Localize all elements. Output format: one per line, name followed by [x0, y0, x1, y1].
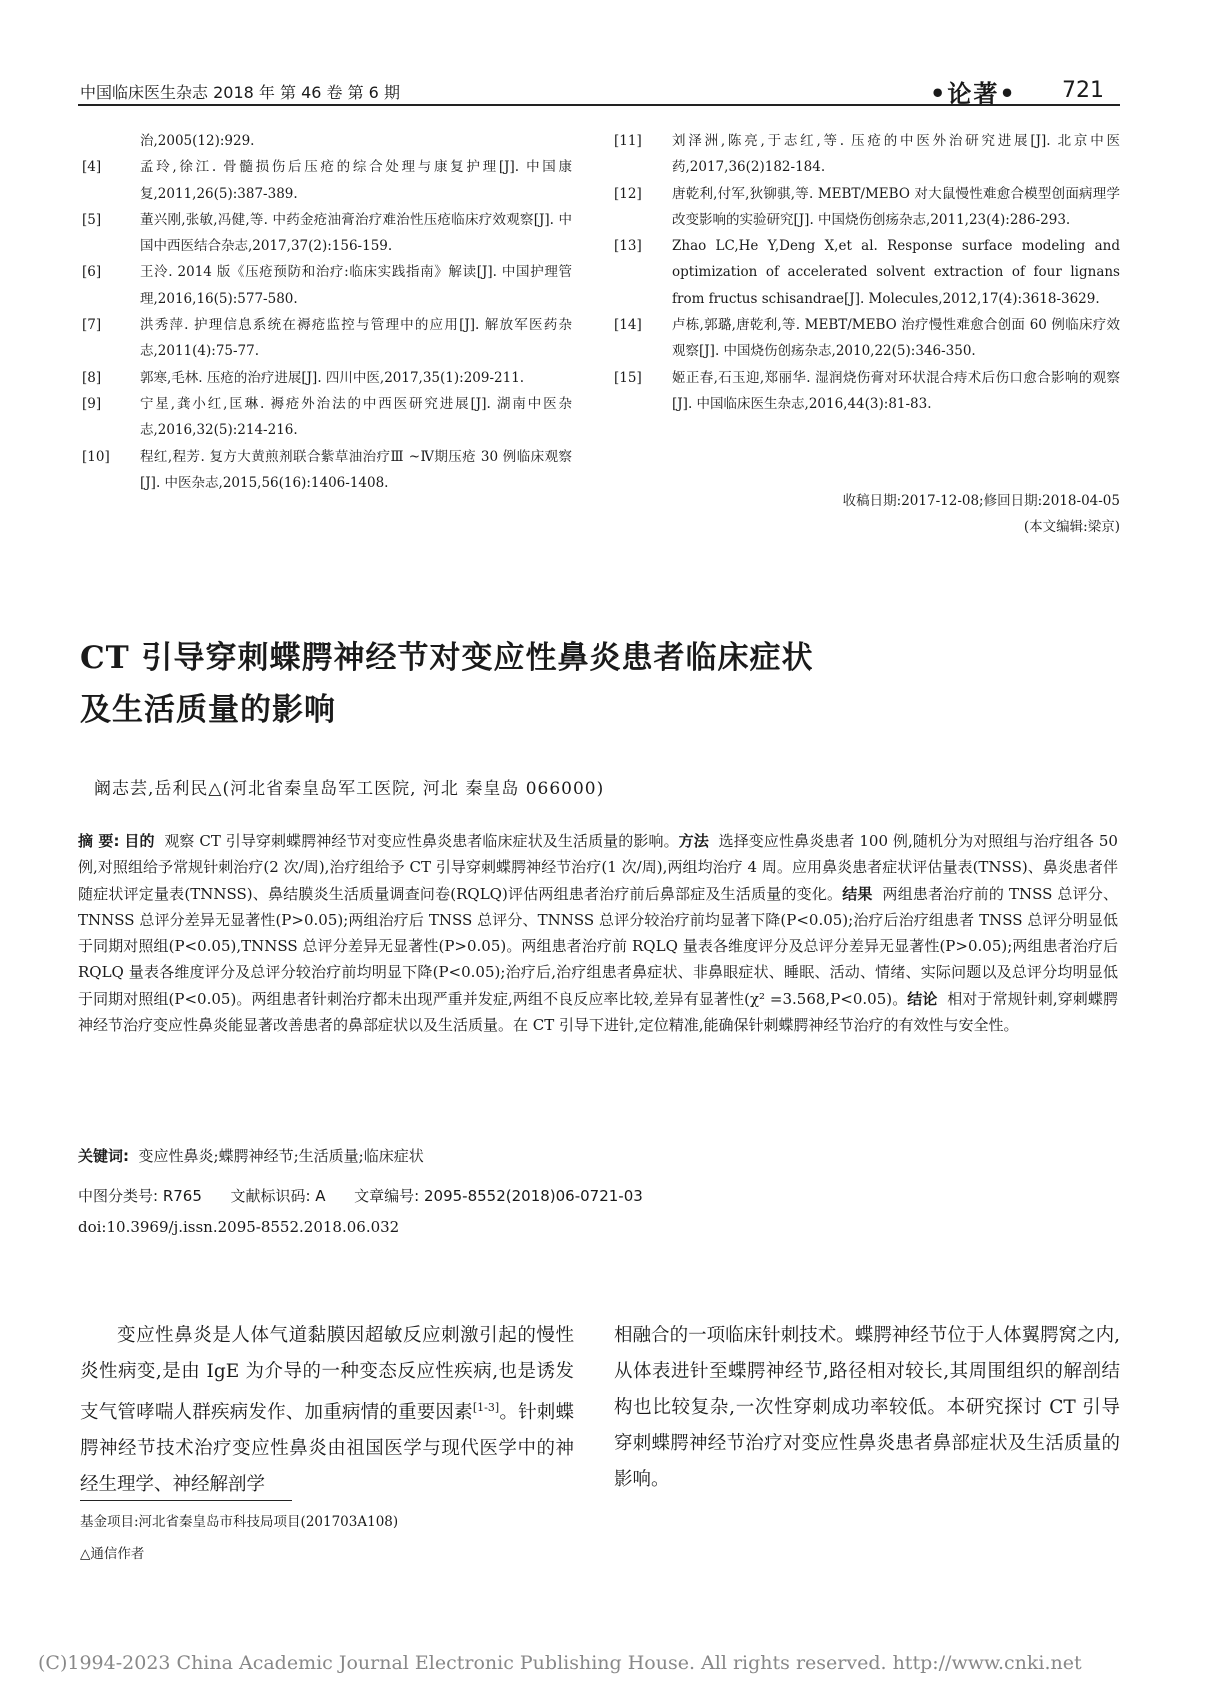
footnote-fund: 基金项目:河北省秦皇岛市科技局项目(201703A108)	[80, 1514, 399, 1530]
reference-text: 宁星,龚小红,匡琳. 褥疮外治法的中西医研究进展[J]. 湖南中医杂志,2016,32(5):214-216.	[140, 395, 572, 439]
header-rule	[78, 104, 1120, 106]
body-text: 变应性鼻炎是人体气道黏膜因超敏反应刺激引起的慢性炎性病变,是由 IgE 为介导的一种变态反应性疾病,也是诱发支气管哮喘人群疾病发作、加重病情的重要因素	[80, 1325, 574, 1424]
page-number: 721	[1062, 78, 1104, 103]
reference-number: [4]	[82, 159, 102, 176]
reference-number: [12]	[614, 185, 642, 202]
reference-number: [13]	[614, 238, 642, 255]
reference-item	[82, 207, 572, 260]
reference-text: 洪秀萍. 护理信息系统在褥疮监控与管理中的应用[J]. 解放军医药杂志,2011(4):75-77.	[140, 317, 572, 360]
objective-label: 目的	[124, 832, 155, 850]
methods-label: 方法	[678, 832, 709, 850]
title-line-1: CT 引导穿刺蝶腭神经节对变应性鼻炎患者临床症状	[80, 640, 814, 676]
title-line-2: 及生活质量的影响	[80, 692, 336, 728]
body-text-left	[80, 1318, 574, 1503]
reference-text: 王泠. 2014 版《压疮预防和治疗:临床实践指南》解读[J]. 中国护理管理,2016,16(5):577-580.	[140, 264, 572, 307]
article-title	[80, 632, 1120, 736]
reference-number: [7]	[82, 317, 102, 334]
authors-affiliation: 阚志芸,岳利民△(河北省秦皇岛军工医院, 河北 秦皇岛 066000)	[94, 779, 605, 799]
reference-continuation	[82, 128, 572, 154]
reference-item	[82, 444, 572, 497]
reference-number: [9]	[82, 395, 102, 412]
reference-text: Zhao LC,He Y,Deng X,et al. Response surface modeling and optimization of accelerated solvent extraction of four lignans from fructus schisandrae[J]. Molecules,2012,17(4):3618-3629.	[672, 238, 1120, 307]
reference-text: 卢栋,郭璐,唐乾利,等. MEBT/MEBO 治疗慢性难愈合创面 60 例临床疗效观察[J]. 中国烧伤创疡杂志,2010,22(5):346-350.	[672, 317, 1120, 360]
reference-item	[82, 312, 572, 365]
reference-item	[614, 181, 1120, 234]
reference-text: 治,2005(12):929.	[140, 133, 255, 149]
reference-number: [11]	[614, 133, 642, 149]
journal-name: 中国临床医生杂志 2018 年 第 46 卷 第 6 期	[80, 83, 400, 102]
footnote-corresponding: △通信作者	[80, 1546, 145, 1562]
reference-number: [5]	[82, 211, 102, 228]
reference-text: 姬正春,石玉迎,郑丽华. 湿润烧伤膏对环状混合痔术后伤口愈合影响的观察[J]. 中国临床医生杂志,2016,44(3):81-83.	[672, 369, 1120, 412]
reference-text: 孟玲,徐江. 骨髓损伤后压疮的综合处理与康复护理[J]. 中国康复,2011,26(5):387-389.	[140, 159, 572, 202]
reference-item	[82, 259, 572, 312]
results-label: 结果	[842, 884, 873, 903]
section-label: •论著•	[930, 79, 1017, 108]
reference-number: [14]	[614, 317, 642, 334]
citation[interactable]: [1-3]	[472, 1401, 500, 1414]
reference-text: 董兴刚,张敏,冯健,等. 中药金疮油膏治疗难治性压疮临床疗效观察[J]. 中国中西医结合杂志,2017,37(2):156-159.	[140, 211, 572, 255]
conclusion-label: 结论	[907, 989, 938, 1008]
objective-text: 观察 CT 引导穿刺蝶腭神经节对变应性鼻炎患者临床症状及生活质量的影响。	[164, 832, 679, 850]
keywords	[78, 1145, 1118, 1166]
doi[interactable]: doi:10.3969/j.issn.2095-8552.2018.06.032	[78, 1218, 400, 1236]
reference-text: 郭寒,毛林. 压疮的治疗进展[J]. 四川中医,2017,35(1):209-211.	[140, 369, 525, 386]
reference-number: [15]	[614, 369, 642, 386]
reference-number: [10]	[82, 448, 110, 465]
reference-number: [6]	[82, 264, 102, 281]
reference-item	[614, 233, 1120, 312]
reference-text: 唐乾利,付军,狄铆骐,等. MEBT/MEBO 对大鼠慢性难愈合模型创面病理学改变影响的实验研究[J]. 中国烧伤创疡杂志,2011,23(4):286-293.	[672, 185, 1120, 228]
references-left	[82, 128, 572, 496]
footnote-rule	[80, 1500, 292, 1501]
reference-item	[614, 312, 1120, 365]
conclusion-text: 相对于常规针刺,穿刺蝶腭神经节治疗变应性鼻炎能显著改善患者的鼻部症状以及生活质量。在 CT 引导下进针,定位精准,能确保针刺蝶腭神经节治疗的有效性与安全性。	[78, 989, 1118, 1035]
reference-item	[614, 365, 1120, 418]
reference-item	[614, 128, 1120, 181]
methods-text: 选择变应性鼻炎患者 100 例,随机分为对照组与治疗组各 50 例,对照组给予常规针刺治疗(2 次/周),治疗组给予 CT 引导穿刺蝶腭神经节治疗(1 次/周),两组均治疗 4 周。应用鼻炎患者症状评估量表(TNSS)、鼻炎患者伴随症状评定量表(TNNSS)、鼻结膜炎生活质量调查问卷(RQLQ)评估两组患者治疗前后鼻部症及生活质量的变化。	[78, 832, 1118, 903]
copyright-watermark: (C)1994-2023 China Academic Journal Electronic Publishing House. All rights reserved. http://www.cnki.net	[38, 1652, 1082, 1674]
reference-item	[82, 391, 572, 444]
reference-item	[82, 154, 572, 207]
abstract-label: 摘 要:	[78, 832, 120, 850]
body-text-right: 相融合的一项临床针刺技术。蝶腭神经节位于人体翼腭窝之内,从体表进针至蝶腭神经节,路径相对较长,其周围组织的解剖结构也比较复杂,一次性穿刺成功率较低。本研究探讨 CT 引导穿刺蝶腭神经节治疗对变应性鼻炎患者鼻部症状及生活质量的影响。	[614, 1325, 1120, 1490]
editor-note: (本文编辑:梁京)	[1023, 519, 1120, 535]
reference-number: [8]	[82, 369, 102, 386]
reference-text: 刘泽洲,陈亮,于志红,等. 压疮的中医外治研究进展[J]. 北京中医药,2017,36(2)182-184.	[672, 133, 1120, 176]
keywords-label: 关键词:	[78, 1147, 129, 1165]
classification-line: 中图分类号: R765 文献标识码: A 文章编号: 2095-8552(2018)06-0721-03	[78, 1187, 643, 1205]
body-text: 。针刺蝶腭神经节技术治疗变应性鼻炎由祖国医学与现代医学中的神经生理学、神经解剖学	[80, 1402, 574, 1496]
reference-item	[82, 365, 572, 391]
abstract	[78, 828, 1118, 1038]
references-right	[614, 128, 1120, 417]
results-text: 两组患者治疗前的 TNSS 总评分、TNNSS 总评分差异无显著性(P>0.05);两组治疗后 TNSS 总评分、TNNSS 总评分较治疗前均显著下降(P<0.05);治疗后治疗组患者 TNSS 总评分明显低于同期对照组(P<0.05),TNNSS 总评分差异无显著性(P>0.05)。两组患者治疗前 RQLQ 量表各维度评分及总评分差异无显著性(P>0.05);两组患者治疗后 RQLQ 量表各维度评分及总评分较治疗前均明显下降(P<0.05);治疗后,治疗组患者鼻症状、非鼻眼症状、睡眠、活动、情绪、实际问题以及总评分均明显低于同期对照组(P<0.05)。两组患者针刺治疗都未出现严重并发症,两组不良反应率比较,差异有显著性(χ² =3.568,P<0.05)。	[78, 884, 1118, 1008]
received-dates: 收稿日期:2017-12-08;修回日期:2018-04-05	[842, 493, 1120, 509]
keywords-text: 变应性鼻炎;蝶腭神经节;生活质量;临床症状	[138, 1147, 424, 1165]
reference-text: 程红,程芳. 复方大黄煎剂联合紫草油治疗Ⅲ ~Ⅳ期压疮 30 例临床观察[J]. 中医杂志,2015,56(16):1406-1408.	[140, 448, 572, 491]
